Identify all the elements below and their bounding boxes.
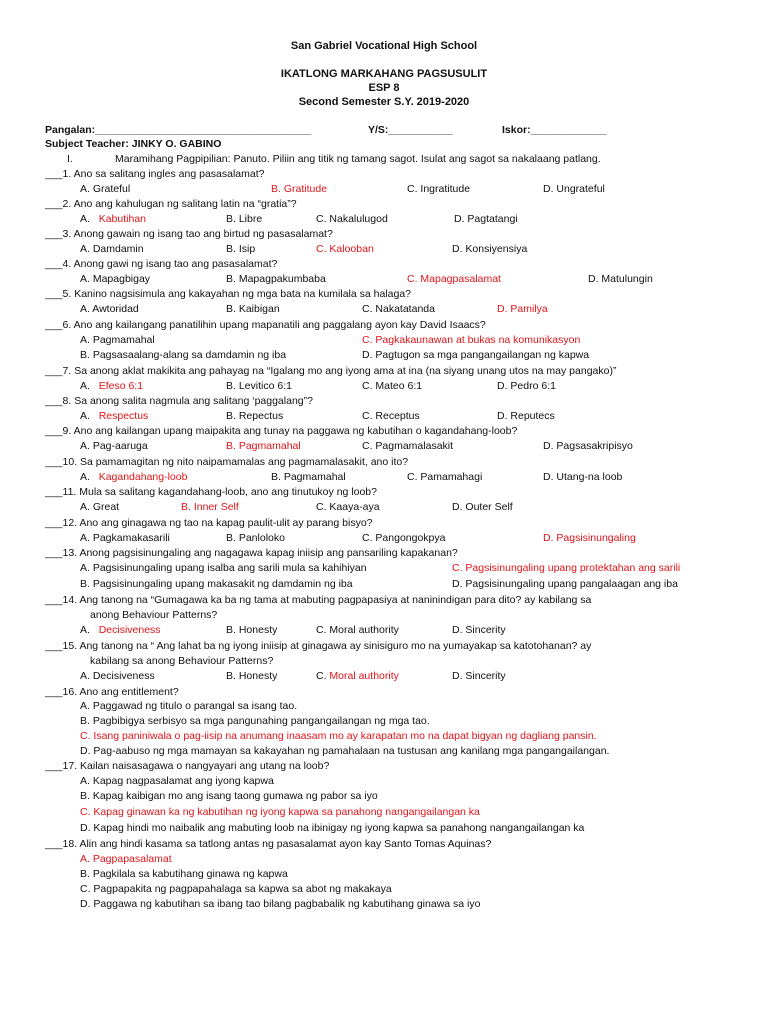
question-3: ___3. Anong gawain ng isang tao ang birtud ng pasasalamat?: [45, 228, 333, 240]
instructions-text: Maramihang Pagpipilian: Panuto. Piliin ang titik ng tamang sagot. Isulat ang sagot sa nakalaang patlang.: [115, 153, 601, 165]
exam-title: IKATLONG MARKAHANG PAGSUSULIT: [280, 68, 488, 80]
q18-option-b: B. Pagkilala sa kabutihang ginawa ng kapwa: [80, 868, 288, 880]
q16-option-a: A. Paggawad ng titulo o parangal sa isang tao.: [80, 700, 298, 712]
q5-option-a: A. Awtoridad: [80, 303, 139, 315]
question-14: ___14. Ang tanong na “Gumagawa ka ba ng tama at mabuting pagpapasiya at naninindigan para dito? ay kabilang sa: [45, 594, 592, 606]
q9-option-c: C. Pagmamalasakit: [362, 440, 454, 452]
q12-option-b: B. Panloloko: [226, 532, 285, 544]
instructions-number: I.: [67, 153, 73, 165]
q8-option-d: D. Reputecs: [497, 410, 555, 422]
question-4: ___4. Anong gawi ng isang tao ang pasasalamat?: [45, 258, 278, 270]
q6-option-d: D. Pagtugon sa mga pangangailangan ng kapwa: [362, 349, 590, 361]
q15-option-c-answer: C. Moral authority: [316, 670, 399, 682]
question-15-cont: kabilang sa anong Behaviour Patterns?: [90, 655, 274, 667]
q18-option-d: D. Paggawa ng kabutihan sa ibang tao bilang pagbabalik ng kabutihang ginawa sa iyo: [80, 898, 481, 910]
q13-option-b: B. Pagsisinungaling upang makasakit ng damdamin ng iba: [80, 578, 353, 590]
question-10: ___10. Sa pamamagitan ng nito naipamamalas ang pagmamalasakit, ano ito?: [45, 456, 409, 468]
question-7: ___7. Sa anong aklat makikita ang pahayag na “Igalang mo ang iyong ama at ina (na siyang unang utos na may pangako)”: [45, 365, 617, 377]
q8-option-a-answer: A. Respectus: [80, 410, 149, 422]
q4-option-a: A. Mapagbigay: [80, 273, 151, 285]
q10-option-d: D. Utang-na loob: [543, 471, 623, 483]
school-name: San Gabriel Vocational High School: [290, 40, 478, 52]
q16-option-d: D. Pag-aabuso ng mga mamayan sa kakayahan ng pamahalaan na tustusan ang kanilang mga pangangailangan.: [80, 745, 610, 757]
q5-option-b: B. Kaibigan: [226, 303, 280, 315]
q6-option-a: A. Pagmamahal: [80, 334, 155, 346]
q5-option-c: C. Nakatatanda: [362, 303, 435, 315]
q1-option-c: C. Ingratitude: [407, 183, 471, 195]
question-1: ___1. Ano sa salitang ingles ang pasasalamat?: [45, 168, 265, 180]
q7-option-a-answer: A. Efeso 6:1: [80, 380, 144, 392]
q9-option-a: A. Pag-aaruga: [80, 440, 148, 452]
name-field: Pangalan:_____________________________________: [45, 124, 312, 136]
semester-title: Second Semester S.Y. 2019-2020: [298, 96, 470, 108]
score-field: Iskor:_____________: [502, 124, 607, 136]
question-18: ___18. Alin ang hindi kasama sa tatlong antas ng pasasalamat ayon kay Santo Tomas Aquinas?: [45, 838, 492, 850]
q6-option-b: B. Pagsasaalang-alang sa damdamin ng iba: [80, 349, 287, 361]
q16-option-c-answer: C. Isang paniniwala o pag-iisip na anumang inaasam mo ay karapatan mo na dapat bigyan ng dagliang pansin.: [80, 730, 597, 742]
question-14-cont: anong Behaviour Patterns?: [90, 609, 218, 621]
question-5: ___5. Kanino nagsisimula ang kakayahan ng mga bata na kumilala sa halaga?: [45, 288, 412, 300]
q4-option-d: D. Matulungin: [588, 273, 653, 285]
q16-option-b: B. Pagbibigya serbisyo sa mga pangunahing pangangailangan ng mga tao.: [80, 715, 430, 727]
question-17: ___17. Kailan naisasagawa o nangyayari ang utang na loob?: [45, 760, 330, 772]
q7-option-d: D. Pedro 6:1: [497, 380, 556, 392]
q9-option-d: D. Pagsasakripisyo: [543, 440, 633, 452]
subject-teacher: Subject Teacher: JINKY O. GABINO: [45, 138, 222, 150]
q14-option-b: B. Honesty: [226, 624, 278, 636]
q15-option-b: B. Honesty: [226, 670, 278, 682]
q15-option-d: D. Sincerity: [452, 670, 506, 682]
question-12: ___12. Ano ang ginagawa ng tao na kapag paulit-ulit ay parang bisyo?: [45, 517, 373, 529]
q14-option-d: D. Sincerity: [452, 624, 506, 636]
q18-option-a-answer: A. Pagpapasalamat: [80, 853, 172, 865]
q11-option-b-answer: B. Inner Self: [181, 501, 239, 513]
q15-option-a: A. Decisiveness: [80, 670, 155, 682]
q2-option-b: B. Libre: [226, 213, 263, 225]
q7-option-c: C. Mateo 6:1: [362, 380, 423, 392]
q2-option-a-answer: A. Kabutihan: [80, 213, 146, 225]
q2-option-d: D. Pagtatangi: [454, 213, 518, 225]
q12-option-d-answer: D. Pagsisinungaling: [543, 532, 636, 544]
q9-option-b-answer: B. Pagmamahal: [226, 440, 301, 452]
q11-option-a: A. Great: [80, 501, 120, 513]
question-9: ___9. Ano ang kailangan upang maipakita ang tunay na paggawa ng kabutihan o kagandahang-loob?: [45, 425, 518, 437]
subject-title: ESP 8: [368, 82, 400, 94]
q12-option-a: A. Pagkamakasarili: [80, 532, 170, 544]
q14-option-a-answer: A. Decisiveness: [80, 624, 161, 636]
q7-option-b: B. Levitico 6:1: [226, 380, 292, 392]
q8-option-c: C. Receptus: [362, 410, 420, 422]
q3-option-a: A. Damdamin: [80, 243, 144, 255]
q17-option-d: D. Kapag hindi mo naibalik ang mabuting loob na ibinigay ng iyong kapwa sa panahong nangangailangan ka: [80, 822, 585, 834]
question-2: ___2. Ano ang kahulugan ng salitang latin na “gratia”?: [45, 198, 297, 210]
question-8: ___8. Sa anong salita nagmula ang salitang ‘paggalang”?: [45, 395, 313, 407]
q18-option-c: C. Pagpapakita ng pagpapahalaga sa kapwa sa abot ng makakaya: [80, 883, 392, 895]
q11-option-d: D. Outer Self: [452, 501, 513, 513]
q6-option-c-answer: C. Pagkakaunawan at bukas na komunikasyon: [362, 334, 581, 346]
q13-option-d: D. Pagsisinungaling upang pangalaagan ang iba: [452, 578, 678, 590]
q3-option-c-answer: C. Kalooban: [316, 243, 374, 255]
q4-option-b: B. Mapagpakumbaba: [226, 273, 326, 285]
q17-option-a: A. Kapag nagpasalamat ang iyong kapwa: [80, 775, 274, 787]
q2-option-c: C. Nakalulugod: [316, 213, 388, 225]
q13-option-a: A. Pagsisinungaling upang isalba ang sarili mula sa kahihiyan: [80, 562, 367, 574]
q13-option-c-answer: C. Pagsisinungaling upang protektahan ang sarili: [452, 562, 681, 574]
question-11: ___11. Mula sa salitang kagandahang-loob, ano ang tinutukoy ng loob?: [45, 486, 377, 498]
q17-option-c-answer: C. Kapag ginawan ka ng kabutihan ng iyong kapwa sa panahong nangangailangan ka: [80, 806, 480, 818]
q12-option-c: C. Pangongokpya: [362, 532, 446, 544]
q10-option-a-answer: A. Kagandahang-loob: [80, 471, 188, 483]
q4-option-c-answer: C. Mapagpasalamat: [407, 273, 501, 285]
q17-option-b: B. Kapag kaibigan mo ang isang taong gumawa ng pabor sa iyo: [80, 790, 378, 802]
question-13: ___13. Anong pagsisinungaling ang nagagawa kapag iniisip ang pansariling kapakanan?: [45, 547, 458, 559]
q14-option-c: C. Moral authority: [316, 624, 399, 636]
q1-option-b-answer: B. Gratitude: [271, 183, 328, 195]
q3-option-d: D. Konsiyensiya: [452, 243, 528, 255]
question-16: ___16. Ano ang entitlement?: [45, 686, 179, 698]
q3-option-b: B. Isip: [226, 243, 256, 255]
q1-option-a: A. Grateful: [80, 183, 131, 195]
question-6: ___6. Ano ang kailangang panatilihin upang mapanatili ang paggalang ayon kay David Isaacs?: [45, 319, 486, 331]
question-15: ___15. Ang tanong na “ Ang lahat ba ng iyong iniisip at ginagawa ay sinisiguro mo na yumayakap sa katotohanan? ay: [45, 640, 592, 652]
q10-option-c: C. Pamamahagi: [407, 471, 483, 483]
q5-option-d-answer: D. Pamilya: [497, 303, 548, 315]
year-section-field: Y/S:___________: [368, 124, 453, 136]
q11-option-c: C. Kaaya-aya: [316, 501, 380, 513]
q10-option-b: B. Pagmamahal: [271, 471, 346, 483]
q8-option-b: B. Repectus: [226, 410, 284, 422]
q1-option-d: D. Ungrateful: [543, 183, 605, 195]
